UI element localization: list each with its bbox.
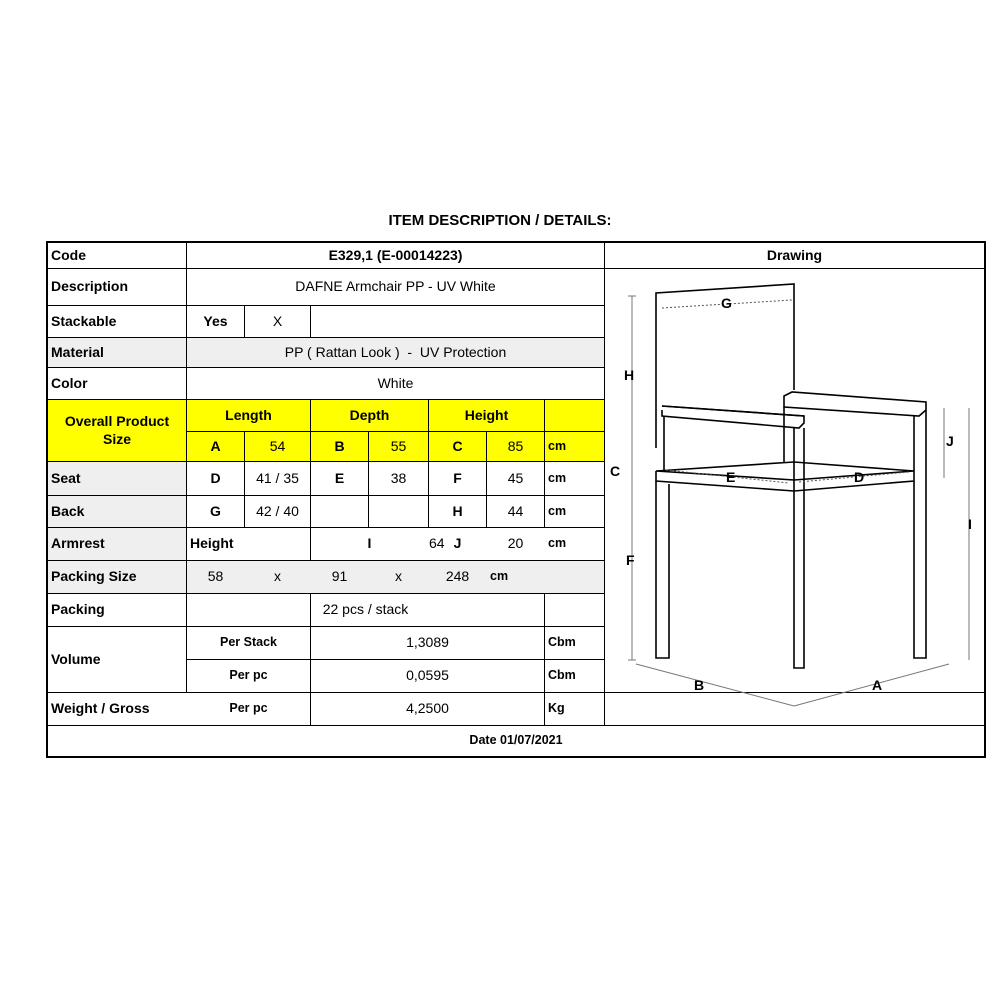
volume-per-pc-label: Per pc bbox=[229, 668, 268, 683]
stackable-label: Stackable bbox=[51, 312, 117, 329]
material-label: Material bbox=[51, 343, 104, 360]
overall-size-label: Overall Product Size bbox=[64, 413, 170, 447]
dim-i-value: 64 bbox=[429, 535, 445, 552]
depth-header: Depth bbox=[349, 406, 390, 423]
drawing-label-j: J bbox=[946, 433, 954, 449]
packing-size-unit: cm bbox=[490, 569, 509, 584]
back-unit: cm bbox=[548, 503, 567, 518]
dim-c-value: 85 bbox=[507, 437, 524, 454]
drawing-label-a: A bbox=[872, 677, 883, 693]
armrest-height-label: Height bbox=[190, 535, 234, 552]
dim-j-value: 20 bbox=[507, 535, 524, 552]
code-value: E329,1 (E-00014223) bbox=[328, 246, 463, 263]
date-footer: Date 01/07/2021 bbox=[469, 733, 563, 748]
volume-per-stack-value: 1,3089 bbox=[406, 634, 449, 651]
overall-unit: cm bbox=[548, 438, 567, 453]
packing-size-x1: x bbox=[274, 568, 281, 585]
dim-f-letter: F bbox=[453, 469, 462, 486]
weight-label: Weight / Gross bbox=[51, 700, 150, 717]
height-header: Height bbox=[464, 406, 509, 423]
drawing-label-e: E bbox=[726, 469, 736, 485]
packing-label: Packing bbox=[51, 601, 105, 618]
packing-size-width: 91 bbox=[331, 568, 348, 585]
dim-d-value: 41 / 35 bbox=[256, 469, 299, 486]
back-label: Back bbox=[51, 502, 85, 519]
packing-size-height: 248 bbox=[445, 568, 470, 585]
volume-label: Volume bbox=[51, 650, 101, 667]
material-value: PP ( Rattan Look ) - UV Protection bbox=[284, 343, 507, 360]
drawing-label-g: G bbox=[721, 295, 732, 311]
weight-value: 4,2500 bbox=[406, 700, 449, 717]
page-title: ITEM DESCRIPTION / DETAILS: bbox=[388, 212, 612, 229]
drawing-label-c: C bbox=[610, 463, 621, 479]
drawing-label-h: H bbox=[624, 367, 635, 383]
seat-unit: cm bbox=[548, 470, 567, 485]
dim-h-letter: H bbox=[452, 502, 463, 519]
dim-d-letter: D bbox=[210, 469, 221, 486]
volume-per-stack-unit: Cbm bbox=[548, 635, 576, 650]
drawing-label-d: D bbox=[854, 469, 865, 485]
length-header: Length bbox=[225, 406, 272, 423]
armrest-label: Armrest bbox=[51, 535, 105, 552]
drawing-label-i: I bbox=[968, 516, 972, 532]
packing-size-x2: x bbox=[395, 568, 402, 585]
dim-g-value: 42 / 40 bbox=[256, 502, 299, 519]
volume-per-pc-unit: Cbm bbox=[548, 668, 576, 683]
dim-f-value: 45 bbox=[507, 469, 524, 486]
dim-g-letter: G bbox=[210, 502, 221, 519]
description-label: Description bbox=[51, 278, 129, 295]
volume-per-stack-label: Per Stack bbox=[220, 635, 277, 650]
dim-a-value: 54 bbox=[269, 437, 286, 454]
drawing-header: Drawing bbox=[766, 246, 823, 263]
dim-h-value: 44 bbox=[507, 502, 524, 519]
dim-e-value: 38 bbox=[390, 469, 407, 486]
description-value: DAFNE Armchair PP - UV White bbox=[295, 278, 496, 295]
stackable-mark: X bbox=[272, 312, 283, 329]
packing-size-label: Packing Size bbox=[51, 568, 137, 585]
chair-drawing bbox=[604, 268, 984, 723]
drawing-label-b: B bbox=[694, 677, 705, 693]
packing-value: 22 pcs / stack bbox=[322, 601, 409, 618]
dim-b-value: 55 bbox=[390, 437, 407, 454]
drawing-label-f: F bbox=[626, 552, 635, 568]
dim-j-letter: J bbox=[453, 535, 462, 552]
packing-size-length: 58 bbox=[207, 568, 224, 585]
code-label: Code bbox=[51, 246, 86, 263]
weight-unit: Kg bbox=[548, 701, 565, 716]
dim-c-letter: C bbox=[452, 437, 463, 454]
dim-e-letter: E bbox=[334, 469, 345, 486]
color-label: Color bbox=[51, 374, 88, 391]
dim-i-letter: I bbox=[367, 535, 372, 552]
color-value: White bbox=[377, 374, 414, 391]
dim-b-letter: B bbox=[334, 437, 345, 454]
armrest-unit: cm bbox=[548, 536, 567, 551]
weight-per-pc-label: Per pc bbox=[229, 701, 268, 716]
seat-label: Seat bbox=[51, 469, 81, 486]
stackable-yes: Yes bbox=[203, 312, 228, 329]
volume-per-pc-value: 0,0595 bbox=[406, 667, 449, 684]
dim-a-letter: A bbox=[210, 437, 221, 454]
